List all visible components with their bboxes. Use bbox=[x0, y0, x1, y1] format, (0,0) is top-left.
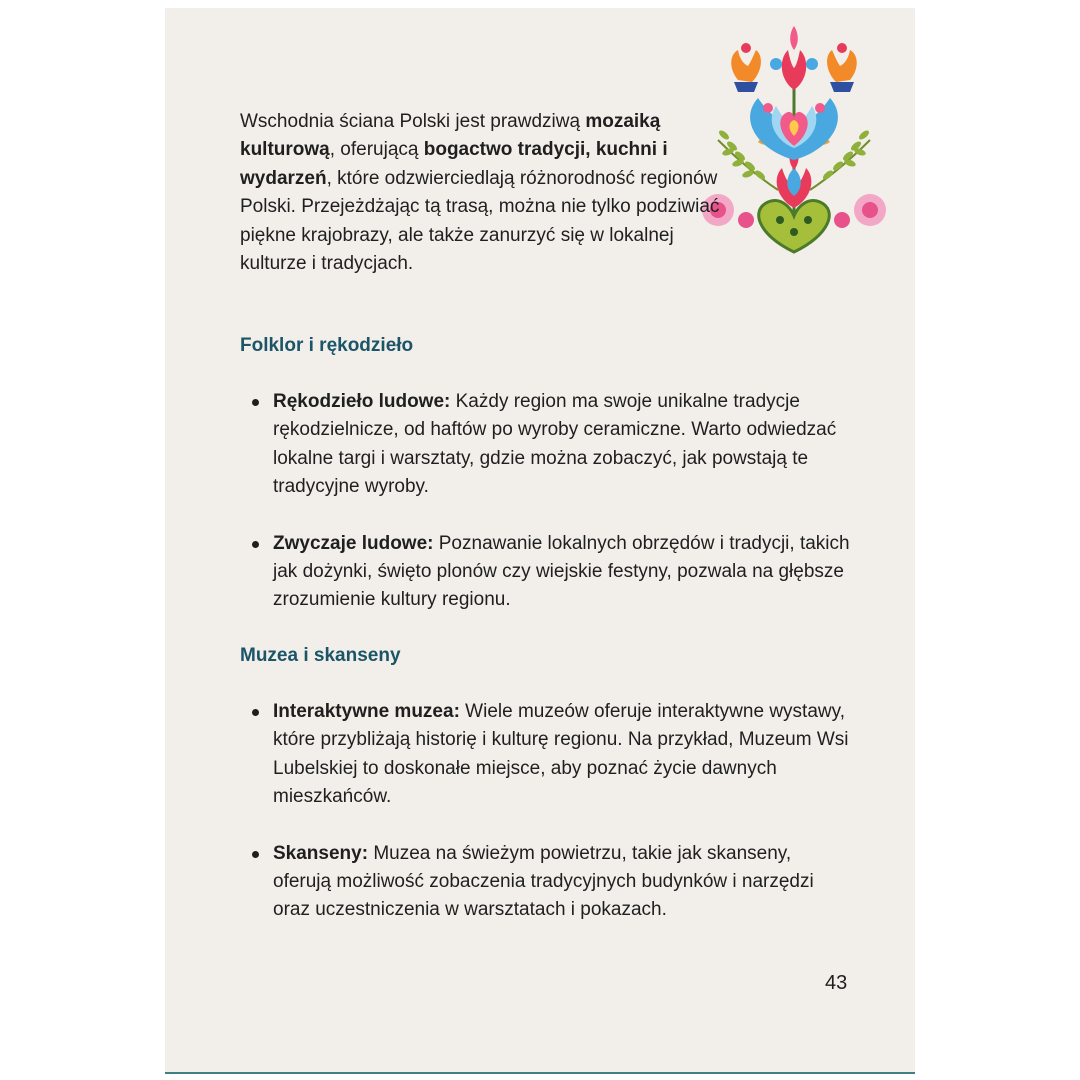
list-item-text: Poznawanie lokalnych obrzędów i tradycji, takich jak dożynki, święto plonów czy wiejskie festyny, pozwala na głębsze zrozumienie kultury regionu. bbox=[273, 532, 850, 611]
list-item-term: Rękodzieło ludowe: bbox=[273, 391, 451, 412]
bullet-list-folklor bbox=[273, 388, 853, 615]
section-heading-folklor: Folklor i rękodzieło bbox=[240, 335, 414, 356]
page-number: 43 bbox=[825, 972, 848, 994]
list-item bbox=[273, 840, 853, 925]
list-item-text: Każdy region ma swoje unikalne tradycje rękodzielnicze, od haftów po wyroby ceramiczne. Warto odwiedzać lokalne targi i warsztaty, gdzie można zobaczyć, jak powstają te tradycyjne wyroby. bbox=[273, 391, 837, 498]
list-item-text: Muzea na świeżym powietrzu, takie jak skanseny, oferują możliwość zobaczenia tradycyjnych budynków i narzędzi oraz uczestniczenia w warsztatach i pokazach. bbox=[273, 842, 814, 921]
list-item bbox=[273, 388, 853, 502]
section-heading-muzea: Muzea i skanseny bbox=[240, 645, 401, 666]
list-item bbox=[273, 698, 853, 812]
intro-text: Wschodnia ściana Polski jest prawdziwą bbox=[240, 111, 586, 132]
intro-bold: bogactwo tradycji, kuchni i wydarzeń bbox=[240, 139, 668, 189]
list-item-term: Interaktywne muzea: bbox=[273, 701, 460, 722]
list-item bbox=[273, 530, 853, 615]
list-item-text: Wiele muzeów oferuje interaktywne wystawy, które przybliżają historię i kulturę regionu. Na przykład, Muzeum Wsi Lubelskiej to doskonałe miejsce, aby poznać życie dawnych mieszkańców. bbox=[273, 701, 849, 808]
bullet-list-muzea bbox=[273, 698, 853, 925]
intro-text: , które odzwierciedlają różnorodność regionów Polski. Przejeżdżając tą trasą, można nie tylko podziwiać piękne krajobrazy, ale także zanurzyć się w lokalnej kulturze i tradycjach. bbox=[240, 167, 720, 275]
list-item-term: Skanseny: bbox=[273, 842, 369, 864]
folk-flower-ornament-icon bbox=[698, 20, 890, 256]
list-item-term: Zwyczaje ludowe: bbox=[273, 532, 434, 554]
document-page bbox=[165, 8, 915, 1074]
intro-paragraph bbox=[240, 108, 720, 278]
intro-bold: mozaiką kulturową bbox=[240, 111, 661, 161]
intro-text: , oferującą bbox=[329, 139, 424, 161]
